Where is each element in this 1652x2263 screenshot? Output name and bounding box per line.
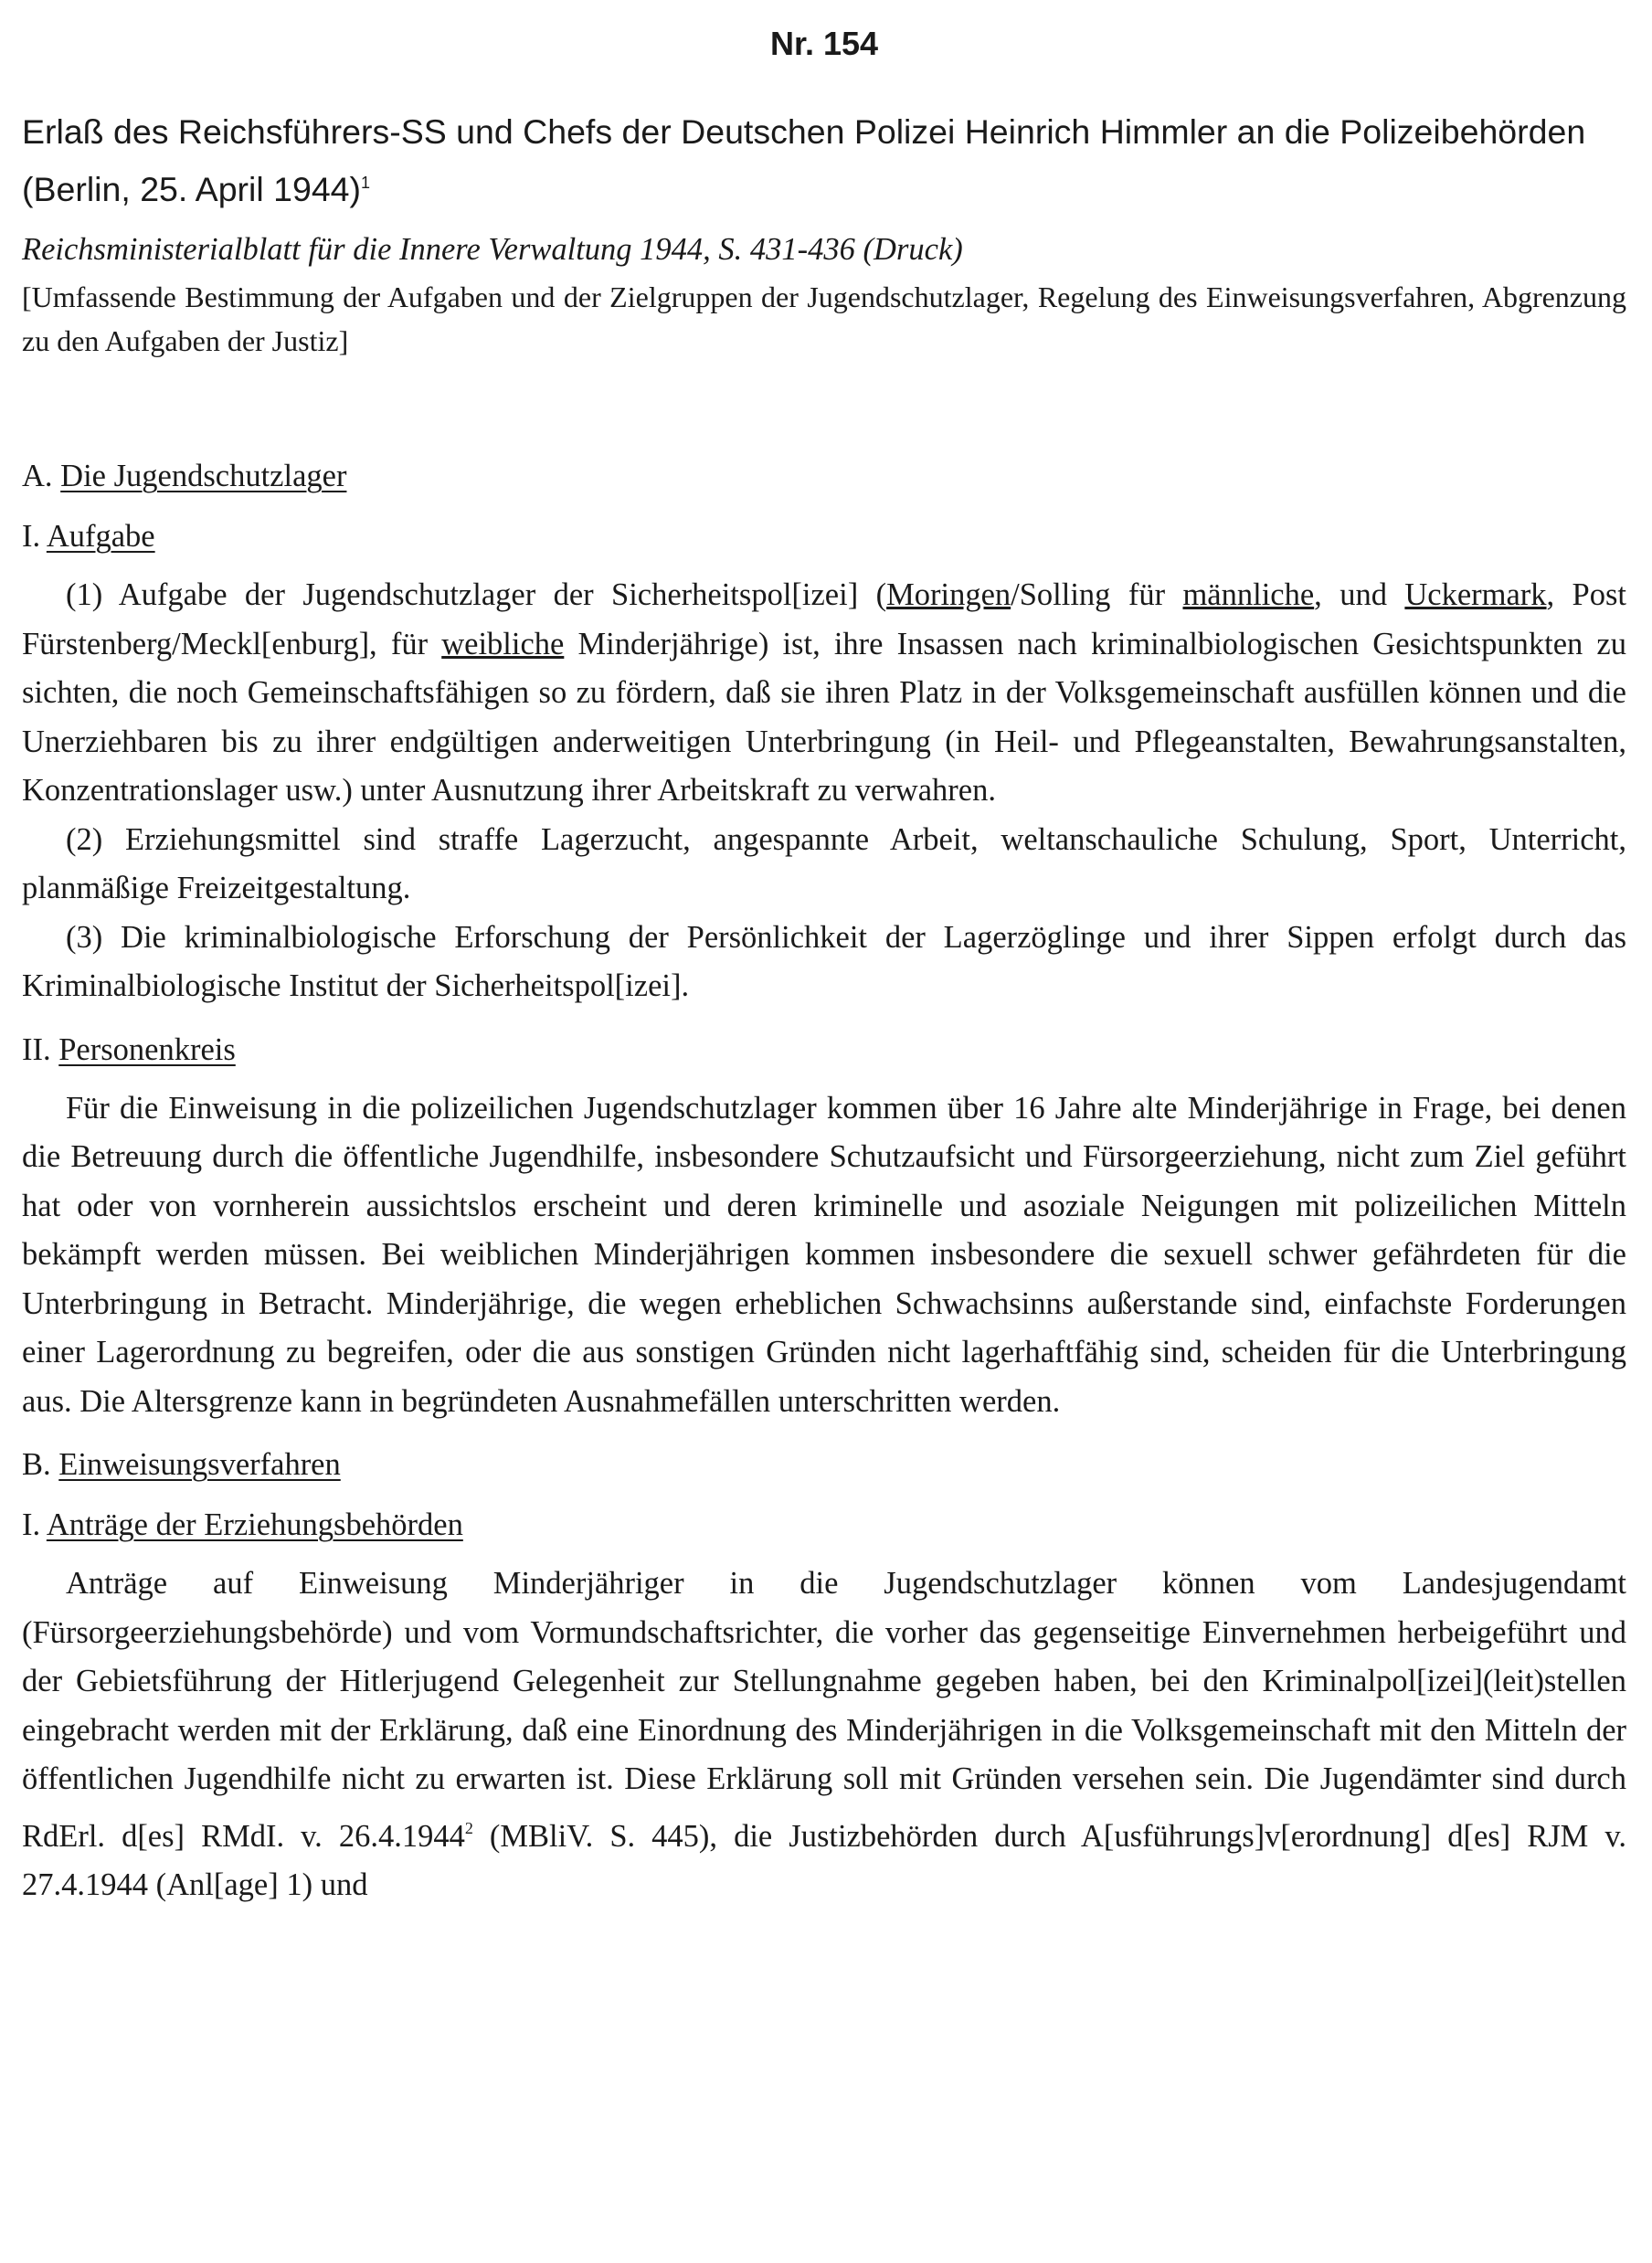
section-b-1-title: Anträge der Erziehungsbehörden (46, 1507, 463, 1542)
section-a-1-paragraph-3: (3) Die kriminalbiologische Erforschung der Persönlichkeit der Lagerzöglinge und ihrer Sippen erfolgt durch das Kriminalbiologische Institut der Sicherheitspol[izei]. (22, 919, 1626, 1003)
document-title-text: Erlaß des Reichsführers-SS und Chefs der Deutschen Polizei Heinrich Himmler an die Polizeibehörden (Berlin, 25. April 1944) (22, 112, 1586, 208)
section-a-1-title: Aufgabe (46, 519, 155, 554)
title-footnote-marker: 1 (361, 174, 371, 192)
section-a-heading (22, 454, 1626, 498)
text-run: , Post Fürstenberg/Meckl[enburg], für (22, 577, 1627, 661)
underlined-weibliche: weibliche (441, 626, 565, 661)
section-a-2-prefix: II. (22, 1031, 59, 1067)
document-page (22, 18, 1626, 1910)
text-run: Minderjährige) ist, ihre Insassen nach kriminalbiologischen Gesichtspunkten zu sichten, die noch Gemeinschaftsfähigen so zu fördern, daß sie ihren Platz in der Volksgemeinschaft ausfüllen können und die Unerziehbaren bis zu ihrer endgültigen anderweitigen Unterbringung (in Heil- und Pflegeanstalten, Bewahrungsanstalten, Konzentrationslager usw.) unter Ausnutzung ihrer Arbeitskraft zu verwahren. (22, 626, 1626, 808)
section-a-title: Die Jugendschutzlager (60, 459, 347, 493)
document-summary: [Umfassende Bestimmung der Aufgaben und der Zielgruppen der Jugendschutzlager, Regelung des Einweisungsverfahren, Abgrenzung zu den Aufgaben der Justiz] (22, 280, 1626, 357)
underlined-maennliche: männliche (1182, 577, 1315, 612)
document-title (22, 106, 1626, 215)
section-b-prefix: B. (22, 1447, 59, 1482)
section-a-2-title: Personenkreis (58, 1031, 236, 1067)
document-source: Reichsministerialblatt für die Innere Verwaltung 1944, S. 431-436 (Druck) (22, 232, 963, 267)
text-run: (MBliV. S. 445), die Justizbehörden durch A[usführungs]v[erordnung] d[es] RJM v. 27.4.1944 (Anl[age] 1) und (22, 1818, 1626, 1902)
section-a-2-heading (22, 1028, 1626, 1072)
section-a-1-paragraph-1 (22, 571, 1626, 816)
underlined-uckermark: Uckermark (1404, 577, 1547, 612)
underlined-moringen: Moringen (886, 577, 1011, 612)
section-b-title: Einweisungsverfahren (58, 1447, 341, 1482)
section-a-2-paragraph-1: Für die Einweisung in die polizeilichen Jugendschutzlager kommen über 16 Jahre alte Minderjährige in Frage, bei denen die Betreuung durch die öffentliche Jugendhilfe, insbesondere Schutzaufsicht und Fürsorgeerziehung, nicht zum Ziel geführt hat oder von vornherein aussichtslos erscheint und deren kriminelle und asoziale Neigungen mit polizeilichen Mitteln bekämpft werden müssen. Bei weiblichen Minderjährigen kommen insbesondere die sexuell schwer gefährdeten für die Unterbringung in Betracht. Minderjährige, die wegen erheblichen Schwachsinns außerstande sind, einfachste Forderungen einer Lagerordnung zu begreifen, oder die aus sonstigen Gründen nicht lagerhaftfähig sind, scheiden für die Unterbringung aus. Die Altersgrenze kann in begründeten Ausnahmefällen unterschritten werden. (22, 1090, 1626, 1419)
document-number: Nr. 154 (769, 25, 879, 62)
section-b-heading (22, 1443, 1626, 1486)
text-run: /Solling für (1011, 577, 1183, 612)
section-a-1-heading (22, 514, 1626, 558)
text-run: , und (1314, 577, 1405, 612)
section-b-1-paragraph-1 (22, 1560, 1626, 1910)
text-run: Anträge auf Einweisung Minderjähriger in die Jugendschutzlager können vom Landesjugendamt (Fürsorgeerziehungsbehörde) und vom Vormundschaftsrichter, die vorher das gegenseitige Einvernehmen herbeigeführt und der Gebietsführung der Hitlerjugend Gelegenheit zur Stellungnahme gegeben haben, bei den Kriminalpol[izei](leit)stellen eingebracht werden mit der Erklärung, daß eine Einordnung des Minderjährigen in die Volksgemeinschaft mit den Mitteln der öffentlichen Jugendhilfe nicht zu erwarten ist. Diese Erklärung soll mit Gründen versehen sein. Die Jugendämter sind durch RdErl. d[es] RMdI. v. 26.4.1944 (22, 1566, 1626, 1854)
text-run: (1) Aufgabe der Jugendschutzlager der Sicherheitspol[izei] ( (66, 577, 887, 612)
section-a-1-prefix: I. (22, 519, 47, 554)
section-a-prefix: A. (22, 459, 61, 493)
section-a-1-paragraph-2: (2) Erziehungsmittel sind straffe Lagerzucht, angespannte Arbeit, weltanschauliche Schulung, Sport, Unterricht, planmäßige Freizeitgestaltung. (22, 821, 1626, 905)
section-b-1-prefix: I. (22, 1507, 47, 1542)
footnote-marker-2: 2 (464, 1818, 473, 1837)
section-b-1-heading (22, 1503, 1626, 1547)
